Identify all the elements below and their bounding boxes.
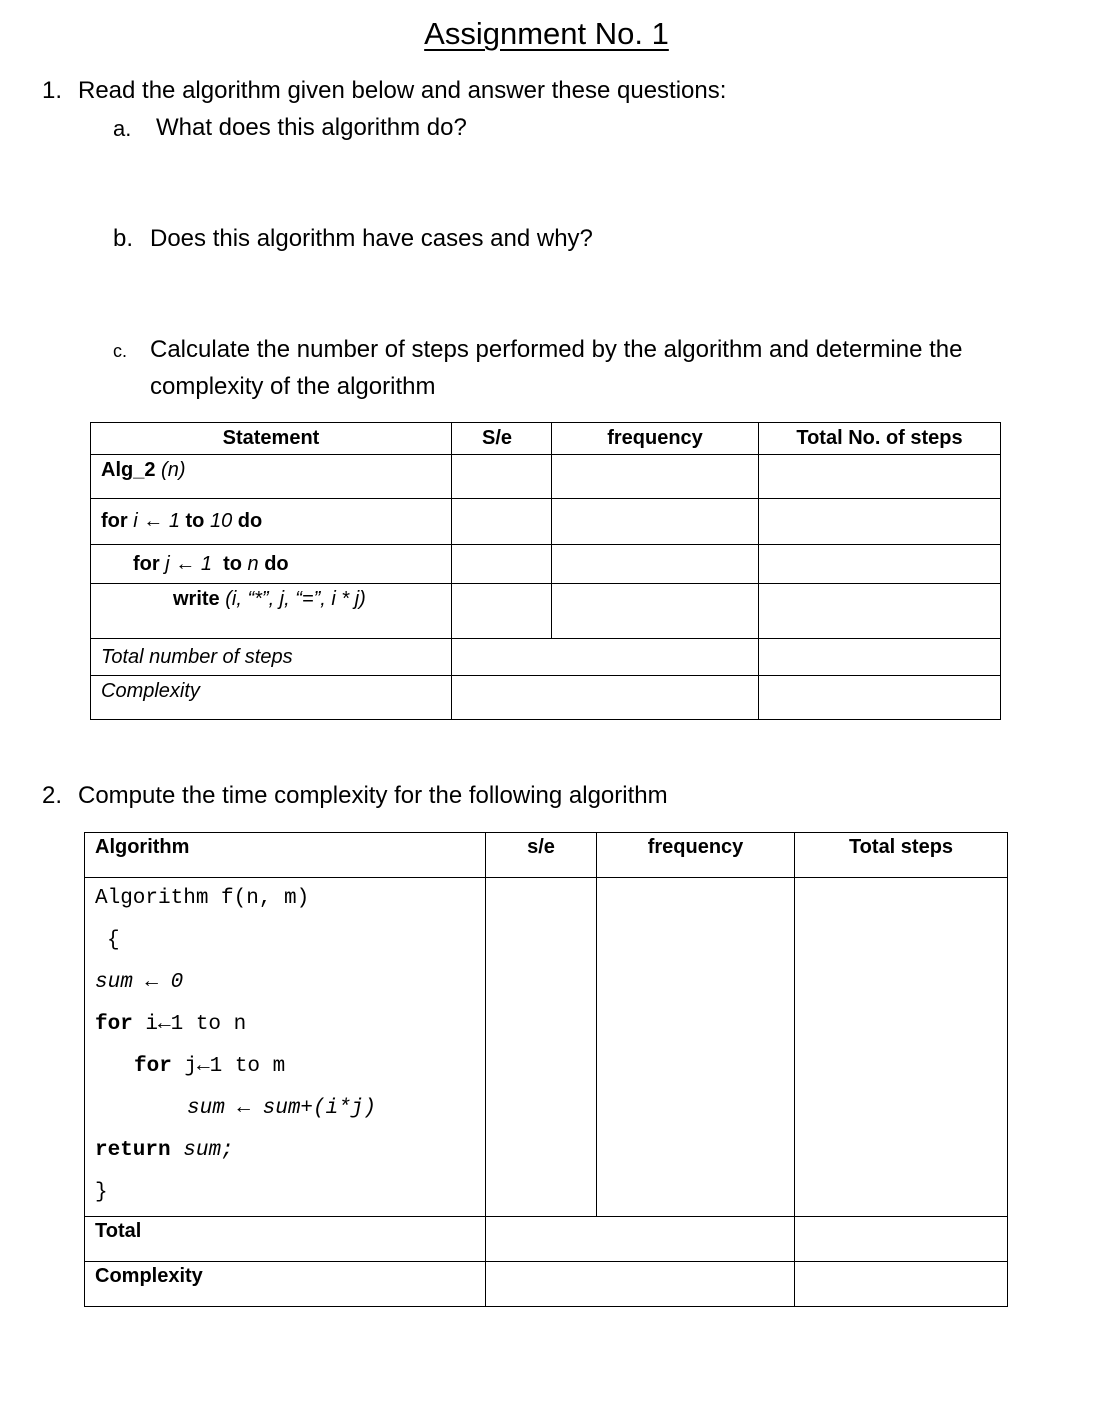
complexity-label: Complexity [85, 1262, 486, 1307]
code-sum-update: sum ← sum+(i*j) [187, 1097, 377, 1120]
table-row [91, 499, 1001, 545]
header-frequency: frequency [552, 423, 759, 455]
cell-total [759, 455, 1001, 499]
start-value: 1 [200, 552, 212, 575]
total-merged-cell [486, 1217, 795, 1262]
header-se: S/e [452, 423, 552, 455]
table-row [91, 584, 1001, 639]
for-i-range: i←1 to n [145, 1013, 247, 1036]
arrow-icon: ← [175, 552, 196, 575]
q1b-text: Does this algorithm have cases and why? [150, 225, 593, 252]
kw-for: for [95, 1013, 133, 1036]
table-row [91, 455, 1001, 499]
code-for-j [95, 1046, 475, 1088]
cell-total [759, 499, 1001, 545]
alg-name: Alg_2 [101, 459, 156, 481]
kw-do: do [264, 552, 289, 575]
complexity-row [91, 676, 1001, 720]
total-label: Total number of steps [91, 639, 452, 676]
code-open-brace: { [107, 929, 120, 952]
q2-text: Compute the time complexity for the following algorithm [78, 782, 668, 809]
total-row [91, 639, 1001, 676]
for-j-range: j←1 to m [184, 1055, 286, 1078]
start-value: 1 [168, 510, 180, 532]
statement-write [91, 584, 452, 639]
cell-frequency [597, 878, 795, 1217]
end-value: n [247, 552, 259, 575]
code-cell [85, 878, 486, 1217]
cell-total [759, 584, 1001, 639]
kw-return: return [95, 1139, 171, 1162]
cell-se [486, 878, 597, 1217]
code-return [95, 1130, 475, 1172]
total-value-cell [759, 639, 1001, 676]
q1c-letter: c. [113, 341, 128, 361]
complexity-merged-cell [486, 1262, 795, 1307]
algorithm-table-header-row [85, 833, 1008, 878]
alg-param: (n) [161, 459, 186, 481]
algorithm-table [84, 832, 1008, 1307]
q1c-text-line2: complexity of the algorithm [150, 373, 436, 400]
complexity-label: Complexity [91, 676, 452, 720]
q1a-letter: a. [113, 116, 132, 141]
kw-to: to [223, 552, 242, 575]
kw-do: do [237, 510, 263, 532]
statement-alg-header [91, 455, 452, 499]
cell-se [452, 499, 552, 545]
q1b-letter: b. [113, 225, 134, 252]
code-row [85, 878, 1008, 1217]
header-statement: Statement [91, 423, 452, 455]
total-value-cell [795, 1217, 1008, 1262]
cell-frequency [552, 584, 759, 639]
var-i: i [133, 510, 138, 532]
page-title: Assignment No. 1 [424, 16, 669, 51]
code-for-i [95, 1004, 475, 1046]
statement-for-j [91, 545, 452, 584]
write-args: (i, “*”, j, “=”, i * j) [225, 588, 366, 610]
cell-se [452, 455, 552, 499]
kw-to: to [185, 510, 205, 532]
complexity-merged-cell [452, 676, 759, 720]
complexity-row [85, 1262, 1008, 1307]
total-label: Total [85, 1217, 486, 1262]
complexity-value-cell [759, 676, 1001, 720]
total-row [85, 1217, 1008, 1262]
header-algorithm: Algorithm [85, 833, 486, 878]
steps-table-header-row [91, 423, 1001, 455]
table-row [91, 545, 1001, 584]
q1-number: 1. [42, 77, 63, 104]
header-se: s/e [486, 833, 597, 878]
total-merged-cell [452, 639, 759, 676]
cell-frequency [552, 455, 759, 499]
statement-for-i [91, 499, 452, 545]
kw-for: for [101, 510, 128, 532]
cell-frequency [552, 499, 759, 545]
steps-table [90, 422, 1001, 720]
kw-for: for [134, 1055, 172, 1078]
arrow-icon: ← [143, 510, 164, 532]
return-value: sum; [183, 1139, 234, 1162]
code-signature: Algorithm f(n, m) [95, 887, 310, 910]
cell-frequency [552, 545, 759, 584]
cell-se [452, 584, 552, 639]
code-sum-init: sum ← 0 [95, 971, 184, 994]
q2-number: 2. [42, 782, 63, 809]
complexity-value-cell [795, 1262, 1008, 1307]
header-total-steps: Total No. of steps [759, 423, 1001, 455]
end-value: 10 [209, 510, 233, 532]
header-total-steps: Total steps [795, 833, 1008, 878]
cell-se [452, 545, 552, 584]
kw-for: for [133, 552, 160, 575]
kw-write: write [173, 588, 220, 610]
cell-total [759, 545, 1001, 584]
q1a-text: What does this algorithm do? [156, 114, 467, 141]
cell-total [795, 878, 1008, 1217]
code-close-brace: } [95, 1181, 108, 1204]
header-frequency: frequency [597, 833, 795, 878]
var-j: j [165, 552, 170, 575]
q1-text: Read the algorithm given below and answer these questions: [78, 77, 727, 104]
q1c-text-line1: Calculate the number of steps performed by the algorithm and determine the [150, 336, 963, 363]
